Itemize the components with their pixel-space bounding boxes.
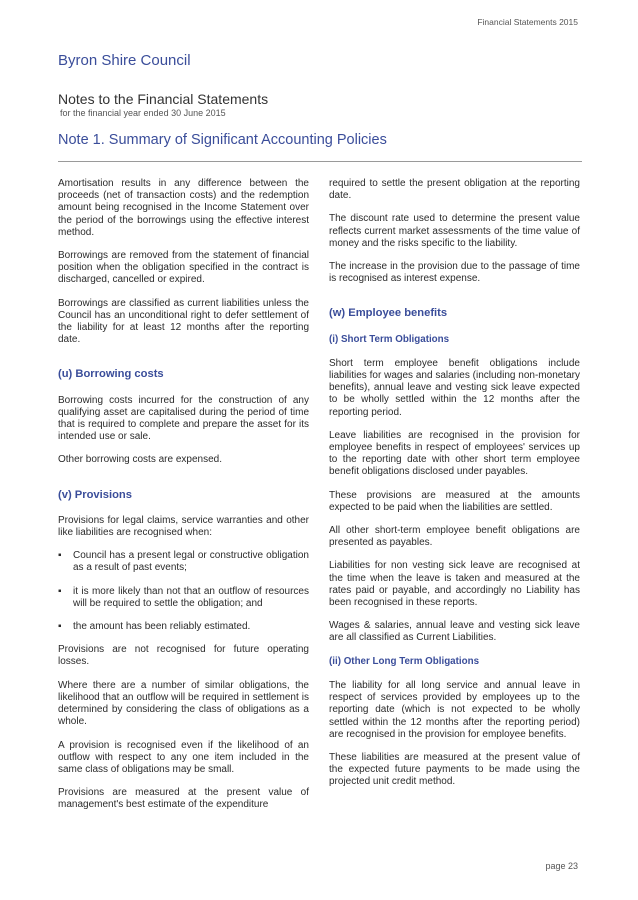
paragraph: Amortisation results in any difference between the proceeds (net of transaction costs) and the redemption amount being recognised in the Income Statement over the period of the borrowings using the effective interest method. (58, 178, 309, 238)
left-column (58, 178, 309, 823)
page-number: page 23 (545, 861, 578, 871)
list-item (58, 586, 309, 610)
list-item (58, 621, 309, 633)
period-subtitle: for the financial year ended 30 June 2015 (60, 108, 226, 118)
bullet-icon: ▪ (58, 621, 62, 633)
organisation-name: Byron Shire Council (58, 52, 191, 69)
paragraph: Borrowings are removed from the statement of financial position when the obligation specified in the contract is discharged, cancelled or expired. (58, 250, 309, 286)
list-item-text: Council has a present legal or constructive obligation as a result of past events; (73, 550, 309, 574)
paragraph: Provisions for legal claims, service warranties and other like liabilities are recognised when: (58, 514, 309, 539)
notes-title: Notes to the Financial Statements (58, 91, 269, 107)
paragraph: All other short-term employee benefit obligations are presented as payables. (329, 525, 580, 549)
paragraph: Borrowing costs incurred for the construction of any qualifying asset are capitalised during the period of time that is required to complete and prepare the asset for its intended use or sale. (58, 394, 309, 443)
section-heading-borrowing-costs: (u) Borrowing costs (58, 368, 164, 381)
paragraph: Borrowings are classified as current liabilities unless the Council has an unconditional right to defer settlement of the liability for at least 12 months after the reporting date. (58, 297, 309, 346)
paragraph: A provision is recognised even if the likelihood of an outflow with respect to any one item included in the same class of obligations may be small. (58, 739, 309, 775)
subsection-heading-long-term: (ii) Other Long Term Obligations (329, 655, 480, 667)
document-header-title: Financial Statements 2015 (477, 17, 578, 27)
note-heading: Note 1. Summary of Significant Accounting Policies (58, 132, 387, 148)
paragraph: The increase in the provision due to the passage of time is recognised as interest expense. (329, 261, 580, 285)
list-item-text: the amount has been reliably estimated. (73, 621, 251, 633)
paragraph: These liabilities are measured at the present value of the expected future payments to be made using the projected unit credit method. (329, 751, 580, 788)
paragraph: Leave liabilities are recognised in the provision for employee benefits in respect of employees' services up to the reporting date with other short term employee benefit obligations disclosed under payables. (329, 429, 580, 478)
provision-criteria-list (58, 550, 309, 633)
section-heading-provisions: (v) Provisions (58, 488, 132, 501)
paragraph: Other borrowing costs are expensed. (58, 454, 222, 466)
heading-divider (58, 161, 582, 162)
list-item-text: it is more likely than not that an outflow of resources will be required to settle the obligation; and (73, 585, 309, 609)
paragraph: The discount rate used to determine the present value reflects current market assessments of the time value of money and the risks specific to the liability. (329, 213, 580, 249)
paragraph: Provisions are measured at the present value of management's best estimate of the expenditure (58, 787, 309, 811)
paragraph: Where there are a number of similar obligations, the likelihood that an outflow will be required in settlement is determined by considering the class of obligations as a whole. (58, 679, 309, 728)
paragraph: These provisions are measured at the amounts expected to be paid when the liabilities are settled. (329, 489, 580, 513)
section-heading-employee-benefits: (w) Employee benefits (329, 307, 448, 320)
paragraph: Short term employee benefit obligations include liabilities for wages and salaries (including non-monetary benefits), annual leave and vesting sick leave expected to be wholly settled within the 12 months after the reporting period. (329, 357, 580, 418)
subsection-heading-short-term: (i) Short Term Obligations (329, 333, 450, 345)
paragraph: Provisions are not recognised for future operating losses. (58, 644, 309, 668)
list-item (58, 550, 309, 574)
bullet-icon: ▪ (58, 585, 62, 597)
paragraph: Wages & salaries, annual leave and vesting sick leave are all classified as Current Liabilities. (329, 620, 580, 644)
paragraph: The liability for all long service and annual leave in respect of services provided by employees up to the reporting date (which is not expected to be wholly settled within the 12 months after the reporting period) are recognised in the provision for employee benefits. (329, 679, 580, 740)
right-column (329, 178, 580, 800)
bullet-icon: ▪ (58, 550, 62, 562)
paragraph: required to settle the present obligation at the reporting date. (329, 178, 580, 202)
paragraph: Liabilities for non vesting sick leave are recognised at the time when the leave is taken and measured at the rates paid or payable, and accordingly no Liability has been recognised in these reports. (329, 560, 580, 609)
